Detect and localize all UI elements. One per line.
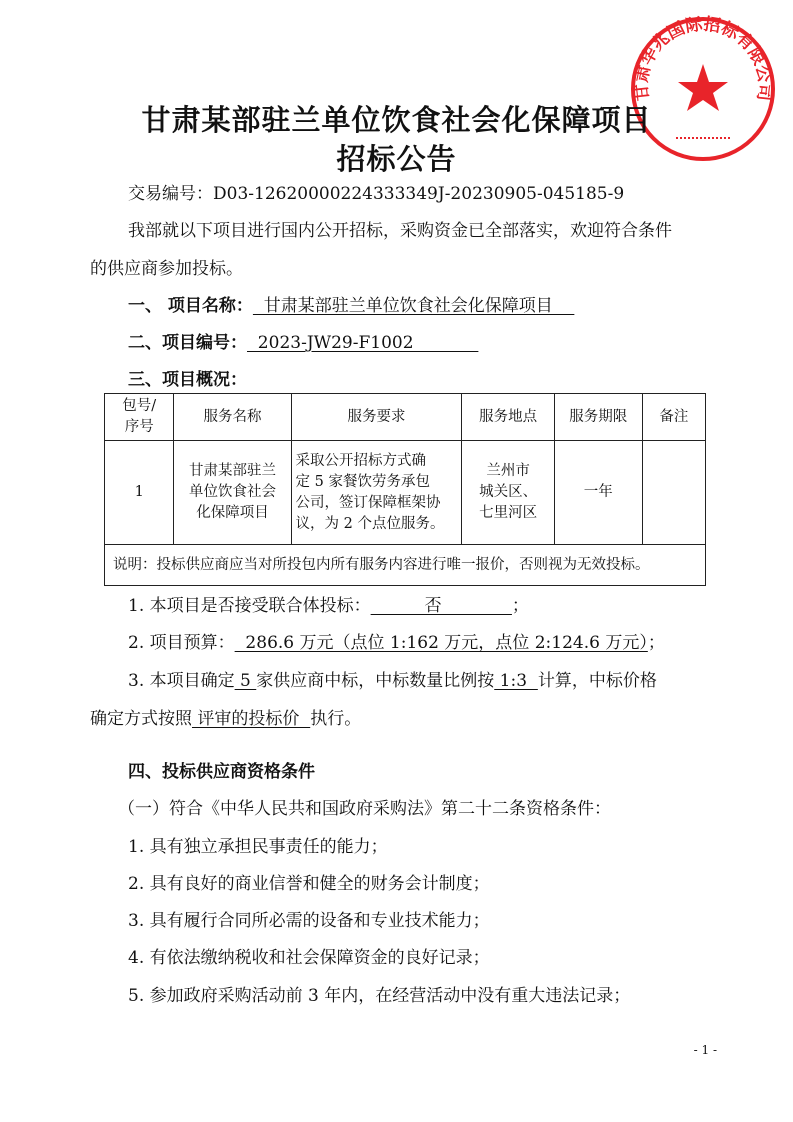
project-overview-table xyxy=(104,393,706,586)
cell-service-location xyxy=(462,441,554,545)
cell-package-no: 1 xyxy=(105,441,174,545)
winner-count-prefix: 3. 本项目确定 xyxy=(128,671,235,691)
condition-3: 3. 具有履行合同所必需的设备和专业技术能力； xyxy=(128,911,490,931)
qualification-heading: 四、投标供应商资格条件 xyxy=(128,762,315,782)
condition-2: 2. 具有良好的商业信誉和健全的财务会计制度； xyxy=(128,874,490,894)
consortium-suffix: ； xyxy=(511,596,529,616)
document-title-line1: 甘肃某部驻兰单位饮食社会化保障项目 xyxy=(141,103,652,137)
budget-value: 286.6 万元（点位 1:162 万元，点位 2:124.6 万元） xyxy=(234,633,648,653)
table-row xyxy=(105,441,706,545)
winner-count-row xyxy=(128,671,657,691)
project-number-label: 二、项目编号： xyxy=(128,333,247,353)
project-overview-heading: 三、项目概况： xyxy=(128,370,247,390)
budget-suffix: ； xyxy=(647,633,665,653)
project-name-row xyxy=(128,296,574,316)
winner-ratio-value: 1:3 xyxy=(494,671,538,691)
condition-5: 5. 参加政府采购活动前 3 年内，在经营活动中没有重大违法记录； xyxy=(128,986,631,1006)
winner-ratio-prefix: 家供应商中标，中标数量比例按 xyxy=(256,671,495,691)
condition-4: 4. 有依法缴纳税收和社会保障资金的良好记录； xyxy=(128,948,490,968)
price-method-prefix: 确定方式按照 xyxy=(90,709,192,729)
table-note: 说明：投标供应商应当对所投包内所有服务内容进行唯一报价，否则视为无效投标。 xyxy=(105,545,706,586)
price-method-value: 评审的投标价 xyxy=(192,709,311,729)
header-service-name: 服务名称 xyxy=(174,394,291,441)
table-note-row xyxy=(105,545,706,586)
page-number: - 1 - xyxy=(693,1043,717,1057)
winner-ratio-suffix: 计算，中标价格 xyxy=(537,671,657,691)
header-service-location: 服务地点 xyxy=(462,394,554,441)
consortium-label: 1. 本项目是否接受联合体投标： xyxy=(128,596,371,616)
intro-line2: 的供应商参加投标。 xyxy=(90,259,243,279)
project-number-row xyxy=(128,333,478,353)
header-service-term: 服务期限 xyxy=(554,394,642,441)
header-package-no xyxy=(105,394,174,441)
project-name-value: 甘肃某部驻兰单位饮食社会化保障项目 xyxy=(252,296,575,316)
document-title-line2: 招标公告 xyxy=(336,142,457,176)
winner-count-value: 5 xyxy=(234,671,257,691)
price-method-row xyxy=(90,709,361,729)
header-remark: 备注 xyxy=(642,394,705,441)
condition-1: 1. 具有独立承担民事责任的能力； xyxy=(128,837,388,857)
project-name-label: 一、 项目名称： xyxy=(128,296,253,316)
cell-service-requirement-text: 采取公开招标方式确 定 5 家餐饮劳务承包 公司，签订保障框架协 议，为 2 个点位服务。 xyxy=(295,452,445,532)
header-service-requirement: 服务要求 xyxy=(291,394,462,441)
qualification-subheading: （一）符合《中华人民共和国政府采购法》第二十二条资格条件： xyxy=(118,799,611,819)
cell-service-name xyxy=(174,441,291,545)
price-method-suffix: 执行。 xyxy=(310,709,362,729)
cell-service-name-text: 甘肃某部驻兰 单位饮食社会 化保障项目 xyxy=(188,463,276,521)
cell-service-requirement xyxy=(291,441,462,545)
consortium-row xyxy=(128,596,529,616)
header-package-no-text: 包号/ 序号 xyxy=(122,398,157,435)
budget-label: 2. 项目预算： xyxy=(128,633,235,653)
trade-number: 交易编号：D03-12620000224333349J-20230905-045185-9 xyxy=(128,184,625,204)
cell-remark xyxy=(642,441,705,545)
consortium-value: 否 xyxy=(370,596,512,616)
table-header-row xyxy=(105,394,706,441)
seal-text: 甘肃华兆国际招标有限公司 xyxy=(631,14,775,102)
cell-service-location-text: 兰州市 城关区、 七里河区 xyxy=(479,463,538,521)
intro-line1: 我部就以下项目进行国内公开招标，采购资金已全部落实，欢迎符合条件 xyxy=(128,221,672,241)
budget-row xyxy=(128,633,665,653)
cell-service-term: 一年 xyxy=(554,441,642,545)
project-number-value: 2023-JW29-F1002 xyxy=(247,333,479,353)
